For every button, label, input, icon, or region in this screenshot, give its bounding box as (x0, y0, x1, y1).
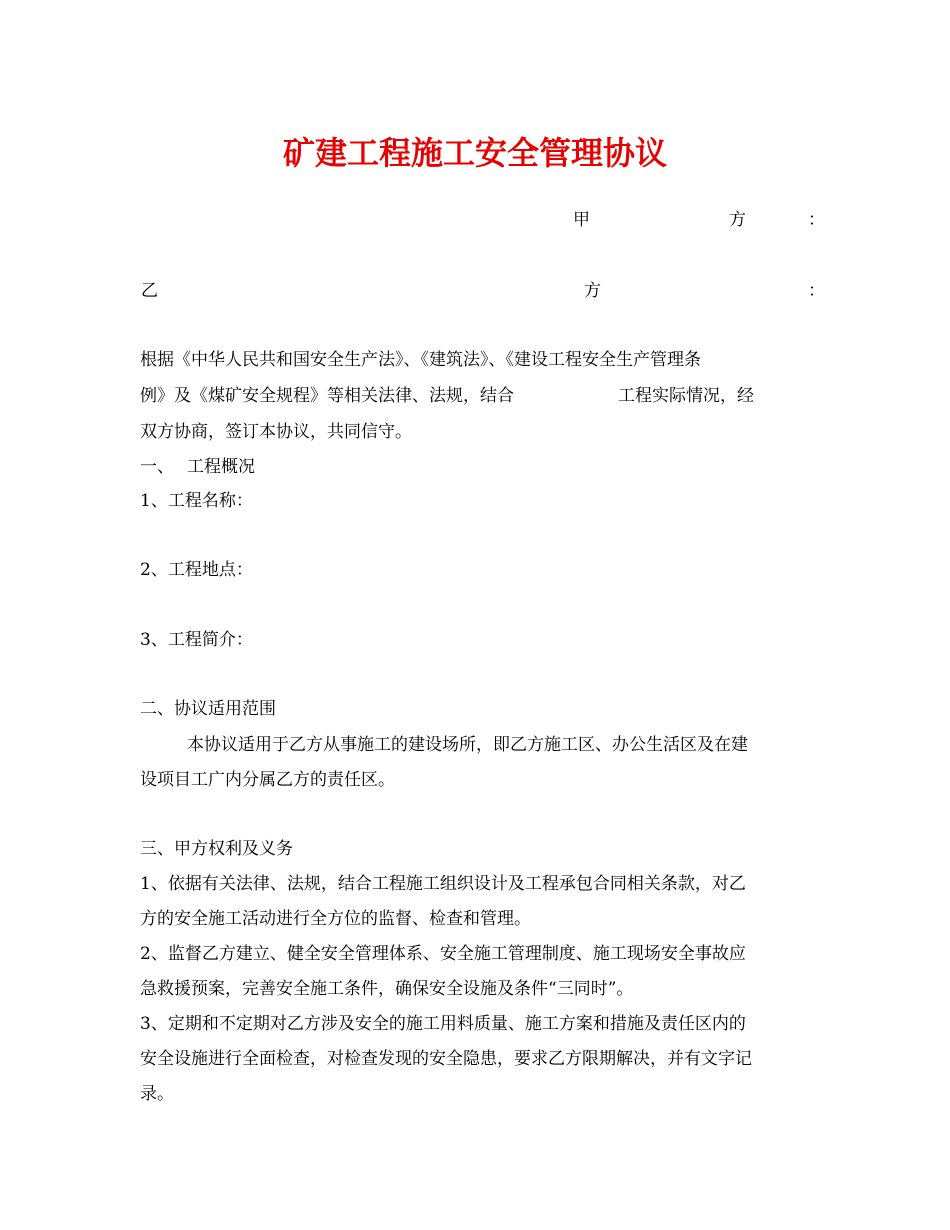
section-3-item-2-line-2: 急救援预案，完善安全施工条件，确保安全设施及条件“三同时”。 (140, 979, 634, 999)
section-3-item-3-line-2: 安全设施进行全面检查，对检查发现的安全隐患，要求乙方限期解决，并有文字记 (140, 1049, 752, 1069)
section-1-item-3: 3、工程简介： (140, 630, 253, 650)
preamble-line-2-end: 工程实际情况，经 (618, 386, 754, 406)
section-1-item-1: 1、工程名称： (140, 491, 253, 511)
section-2-para-line-1: 本协议适用于乙方从事施工的建设场所，即乙方施工区、办公生活区及在建 (187, 735, 748, 755)
section-1-number: 一、 (140, 457, 174, 477)
party-b-char-2: 方 (584, 281, 601, 301)
party-b-char-1: 乙 (141, 281, 158, 301)
section-1-item-2: 2、工程地点： (140, 560, 253, 580)
section-3-item-3-line-3: 录。 (140, 1084, 174, 1104)
document-title: 矿建工程施工安全管理协议 (282, 134, 667, 172)
preamble-line-3: 双方协商，签订本协议，共同信守。 (140, 422, 412, 442)
section-3-item-3-line-1: 3、定期和不定期对乙方涉及安全的施工用料质量、施工方案和措施及责任区内的 (140, 1014, 746, 1034)
party-a-colon: ： (808, 210, 825, 230)
section-3-item-1-line-2: 方的安全施工活动进行全方位的监督、检查和管理。 (140, 909, 531, 929)
preamble-line-1: 根据《中华人民共和国安全生产法》、《建筑法》、《建设工程安全生产管理条 (140, 350, 701, 370)
preamble-line-2 (140, 384, 754, 408)
section-3-heading: 三、甲方权利及义务 (140, 839, 293, 859)
party-a-char-1: 甲 (573, 210, 590, 230)
section-3-item-2-line-1: 2、监督乙方建立、健全安全管理体系、安全施工管理制度、施工现场安全事故应 (140, 944, 746, 964)
section-1-heading: 工程概况 (187, 457, 255, 477)
section-3-item-1-line-1: 1、依据有关法律、法规，结合工程施工组织设计及工程承包合同相关条款，对乙 (140, 874, 746, 894)
party-a-char-2: 方 (729, 210, 746, 230)
section-2-heading: 二、协议适用范围 (140, 699, 276, 719)
preamble-line-2-start: 例》及《煤矿安全规程》等相关法律、法规，结合 (140, 386, 514, 406)
section-2-para-line-2: 设项目工广内分属乙方的责任区。 (140, 770, 395, 790)
party-b-colon: ： (808, 281, 825, 301)
